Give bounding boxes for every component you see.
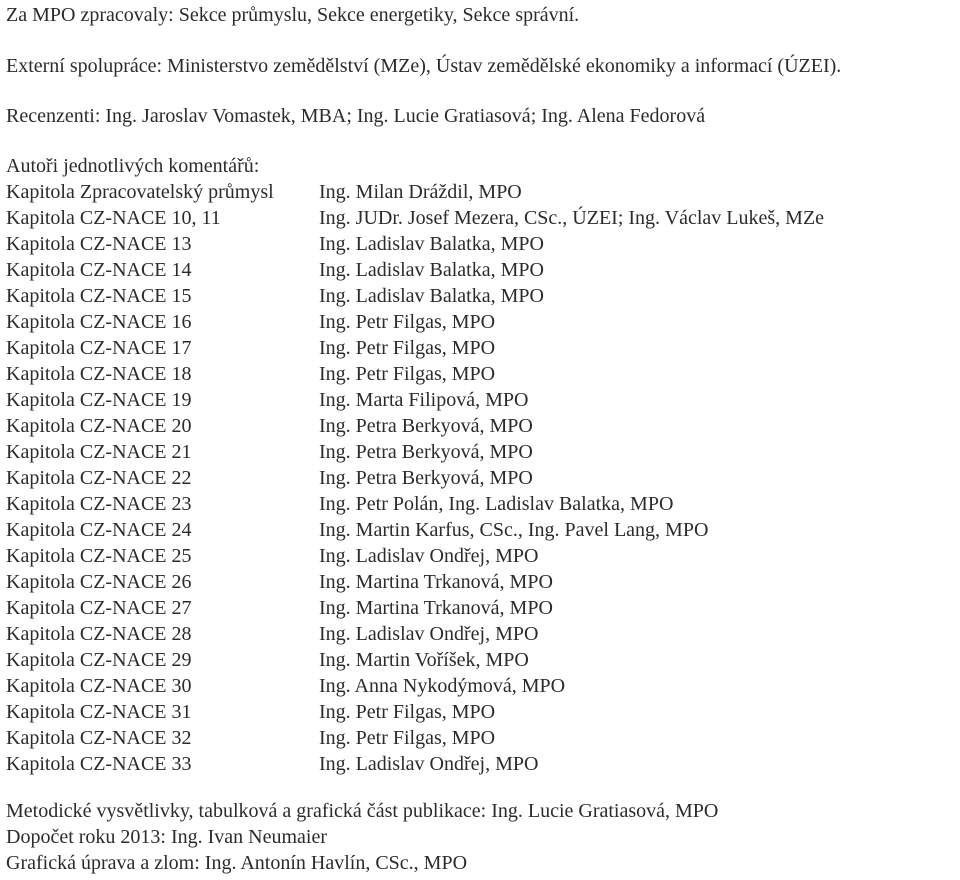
author-row (6, 517, 956, 543)
author-name: Ing. Martina Trkanová, MPO (319, 597, 553, 619)
author-name: Ing. Martina Trkanová, MPO (319, 571, 553, 593)
chapter-name: Kapitola CZ-NACE 27 (6, 597, 192, 619)
chapter-name: Kapitola Zpracovatelský průmysl (6, 181, 274, 203)
author-row (6, 569, 956, 595)
author-name: Ing. Martin Karfus, CSc., Ing. Pavel Lang, MPO (319, 519, 709, 541)
author-row (6, 751, 956, 777)
author-name: Ing. Ladislav Balatka, MPO (319, 233, 544, 255)
chapter-name: Kapitola CZ-NACE 21 (6, 441, 192, 463)
chapter-name: Kapitola CZ-NACE 33 (6, 753, 192, 775)
chapter-name: Kapitola CZ-NACE 18 (6, 363, 192, 385)
chapter-name: Kapitola CZ-NACE 17 (6, 337, 192, 359)
chapter-name: Kapitola CZ-NACE 23 (6, 493, 192, 515)
author-row (6, 387, 956, 413)
chapter-name: Kapitola CZ-NACE 30 (6, 675, 192, 697)
author-name: Ing. Ladislav Balatka, MPO (319, 259, 544, 281)
author-row (6, 283, 956, 309)
author-name: Ing. Petra Berkyová, MPO (319, 441, 533, 463)
author-row (6, 335, 956, 361)
author-row (6, 465, 956, 491)
layout-credit: Grafická úprava a zlom: Ing. Antonín Havlín, CSc., MPO (6, 852, 468, 874)
external-cooperation-line: Externí spolupráce: Ministerstvo zemědělství (MZe), Ústav zemědělské ekonomiky a informací (ÚZEI). (6, 55, 842, 77)
author-name: Ing. Petra Berkyová, MPO (319, 467, 533, 489)
chapter-name: Kapitola CZ-NACE 32 (6, 727, 192, 749)
author-row (6, 725, 956, 751)
author-row (6, 595, 956, 621)
author-row (6, 413, 956, 439)
chapter-name: Kapitola CZ-NACE 31 (6, 701, 192, 723)
reviewers-line: Recenzenti: Ing. Jaroslav Vomastek, MBA; Ing. Lucie Gratiasová; Ing. Alena Fedorová (6, 105, 706, 127)
author-row (6, 491, 956, 517)
author-name: Ing. Ladislav Ondřej, MPO (319, 753, 539, 775)
author-row (6, 439, 956, 465)
author-name: Ing. Ladislav Ondřej, MPO (319, 623, 539, 645)
methodology-credit: Metodické vysvětlivky, tabulková a grafická část publikace: Ing. Lucie Gratiasová, MPO (6, 800, 719, 822)
chapter-name: Kapitola CZ-NACE 16 (6, 311, 192, 333)
author-name: Ing. Anna Nykodýmová, MPO (319, 675, 566, 697)
author-name: Ing. Martin Voříšek, MPO (319, 649, 529, 671)
authors-table (6, 179, 956, 777)
chapter-name: Kapitola CZ-NACE 10, 11 (6, 207, 221, 229)
author-row (6, 231, 956, 257)
author-name: Ing. Petra Berkyová, MPO (319, 415, 533, 437)
author-row (6, 647, 956, 673)
author-name: Ing. Milan Dráždil, MPO (319, 181, 522, 203)
author-row (6, 699, 956, 725)
chapter-name: Kapitola CZ-NACE 25 (6, 545, 192, 567)
author-name: Ing. Petr Filgas, MPO (319, 363, 496, 385)
chapter-name: Kapitola CZ-NACE 20 (6, 415, 192, 437)
author-name: Ing. Petr Filgas, MPO (319, 701, 496, 723)
author-row (6, 361, 956, 387)
author-row (6, 179, 956, 205)
authors-heading: Autoři jednotlivých komentářů: (6, 155, 260, 177)
author-name: Ing. Ladislav Ondřej, MPO (319, 545, 539, 567)
recalculation-credit: Dopočet roku 2013: Ing. Ivan Neumaier (6, 826, 328, 848)
author-row (6, 621, 956, 647)
chapter-name: Kapitola CZ-NACE 28 (6, 623, 192, 645)
author-name: Ing. JUDr. Josef Mezera, CSc., ÚZEI; Ing. Václav Lukeš, MZe (319, 207, 825, 229)
author-name: Ing. Marta Filipová, MPO (319, 389, 529, 411)
author-name: Ing. Ladislav Balatka, MPO (319, 285, 544, 307)
author-name: Ing. Petr Filgas, MPO (319, 727, 496, 749)
chapter-name: Kapitola CZ-NACE 19 (6, 389, 192, 411)
prepared-by-line: Za MPO zpracovaly: Sekce průmyslu, Sekce energetiky, Sekce správní. (6, 4, 580, 26)
chapter-name: Kapitola CZ-NACE 22 (6, 467, 192, 489)
author-row (6, 673, 956, 699)
author-row (6, 257, 956, 283)
chapter-name: Kapitola CZ-NACE 15 (6, 285, 192, 307)
chapter-name: Kapitola CZ-NACE 13 (6, 233, 192, 255)
chapter-name: Kapitola CZ-NACE 24 (6, 519, 192, 541)
author-name: Ing. Petr Filgas, MPO (319, 337, 496, 359)
author-name: Ing. Petr Filgas, MPO (319, 311, 496, 333)
author-row (6, 205, 956, 231)
document-page (6, 0, 956, 876)
chapter-name: Kapitola CZ-NACE 26 (6, 571, 192, 593)
author-row (6, 309, 956, 335)
chapter-name: Kapitola CZ-NACE 29 (6, 649, 192, 671)
author-row (6, 543, 956, 569)
chapter-name: Kapitola CZ-NACE 14 (6, 259, 192, 281)
author-name: Ing. Petr Polán, Ing. Ladislav Balatka, MPO (319, 493, 674, 515)
